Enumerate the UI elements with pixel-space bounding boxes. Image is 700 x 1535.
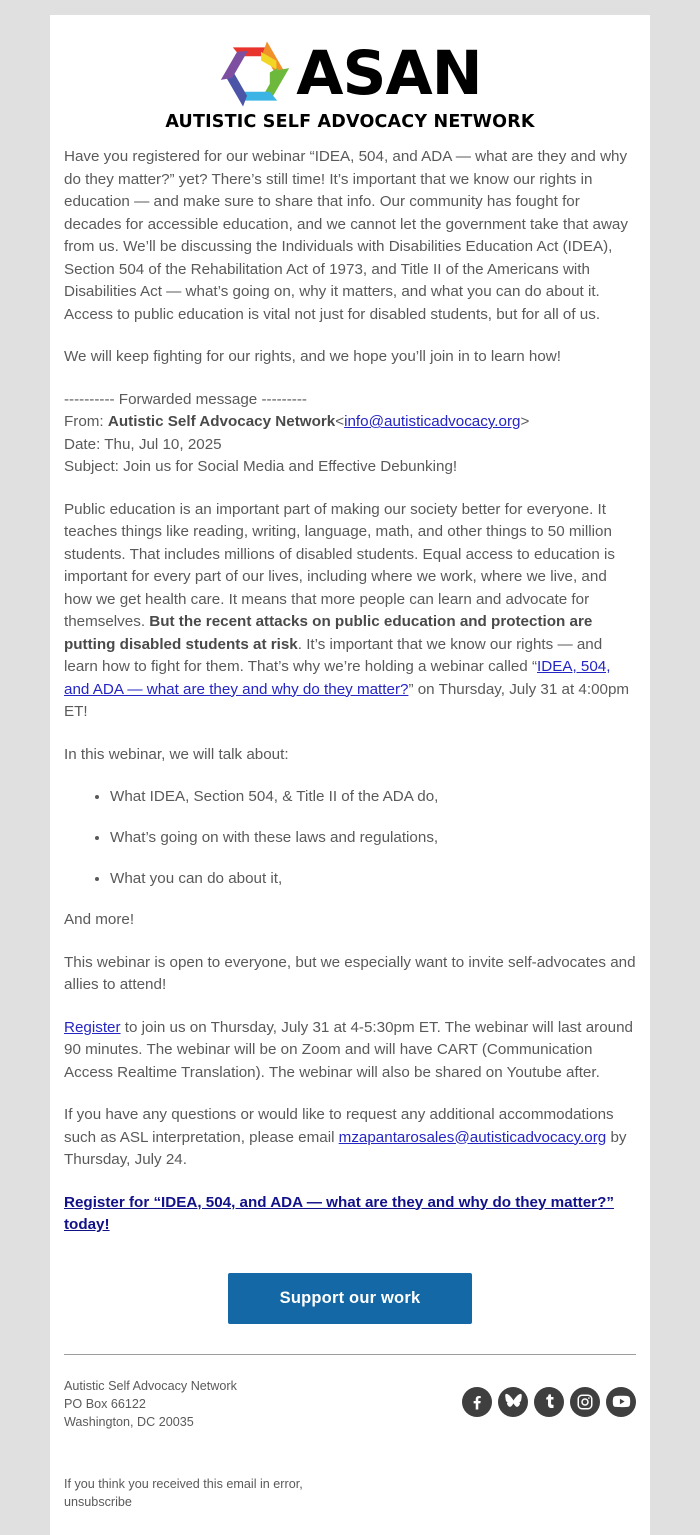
email-footer	[50, 1377, 650, 1461]
forwarded-message-header	[64, 389, 636, 479]
asan-hexagon-spiral-icon	[218, 37, 292, 111]
youtube-icon[interactable]	[606, 1387, 636, 1417]
instagram-icon[interactable]	[570, 1387, 600, 1417]
footer-po-box: PO Box 66122	[64, 1396, 146, 1411]
email-card	[50, 15, 650, 1535]
facebook-icon[interactable]	[462, 1387, 492, 1417]
accommodations-text-b: by Thursday, July 24.	[64, 1128, 627, 1168]
forwarded-date-line: Date: Thu, Jul 10, 2025	[64, 435, 222, 453]
list-item: • What you can do about it,	[110, 868, 636, 890]
logo-row	[50, 37, 650, 111]
logo-tagline: AUTISTIC SELF ADVOCACY NETWORK	[165, 112, 535, 132]
register-link[interactable]: Register	[64, 1018, 121, 1036]
register-details-paragraph	[64, 1017, 636, 1085]
accommodations-paragraph	[64, 1104, 636, 1172]
accommodations-text-a: If you have any questions or would like to request any additional accommodations such as ASL interpretation, please email	[64, 1106, 614, 1146]
accommodations-email-link[interactable]: mzapantarosales@autisticadvocacy.org	[338, 1128, 607, 1146]
forwarded-separator: ---------- Forwarded message ---------	[64, 390, 307, 408]
tumblr-icon[interactable]	[534, 1387, 564, 1417]
footer-city-state-zip: Washington, DC 20035	[64, 1414, 194, 1429]
from-email-link[interactable]: info@autisticadvocacy.org	[344, 413, 521, 430]
footer-org-name: Autistic Self Advocacy Network	[64, 1378, 237, 1393]
list-item: • What IDEA, Section 504, & Title II of the ADA do,	[110, 786, 636, 808]
public-edu-bold-warning: But the recent attacks on public education and protection are putting disabled students at risk	[64, 613, 593, 653]
public-education-paragraph	[64, 499, 636, 724]
public-edu-text-b: . It’s important that we know our rights — and learn how to fight for them. That’s why we’re holding a webinar called “	[64, 635, 603, 675]
register-details-text: to join us on Thursday, July 31 at 4-5:30pm ET. The webinar will last around 90 minutes. The webinar will be on Zoom and will have CART (Communication Access Realtime Translation). The webinar will also be shared on Youtube after.	[64, 1018, 633, 1081]
logo-wordmark: ASAN	[296, 38, 482, 110]
public-edu-text-c: ” on Thursday, July 31 at 4:00pm ET!	[64, 680, 630, 720]
in-this-webinar-lead: In this webinar, we will talk about:	[64, 745, 289, 763]
support-our-work-button[interactable]: Support our work	[228, 1273, 473, 1324]
unsubscribe-link[interactable]: unsubscribe	[64, 1494, 132, 1509]
forwarded-subject-line: Subject: Join us for Social Media and Effective Debunking!	[64, 458, 458, 475]
email-body	[50, 146, 650, 1237]
forwarded-from-line	[64, 411, 636, 434]
from-bracket-close: >	[520, 413, 530, 430]
public-edu-text-a: Public education is an important part of making our society better for everyone. It teaches things like reading, writing, language, math, and other things to 50 million students. That includes millions of disabled students. Equal access to education is important for every part of our lives, including where we work, where we live, and how we get health care. It means that more people can learn and advocate for themselves.	[64, 500, 616, 630]
and-more-line: And more!	[64, 911, 135, 928]
unsubscribe-block	[50, 1461, 650, 1535]
intro-paragraph-2: We will keep fighting for our rights, and we hope you’ll join in to learn how!	[64, 348, 561, 365]
final-register-link[interactable]: Register for “IDEA, 504, and ADA — what are they and why do they matter?” today!	[64, 1193, 614, 1233]
social-links-row	[462, 1377, 636, 1417]
from-sender-name: Autistic Self Advocacy Network	[107, 413, 336, 430]
support-button-row	[50, 1259, 650, 1354]
webinar-title-link[interactable]: IDEA, 504, and ADA — what are they and why do they matter?	[64, 658, 611, 698]
asan-logo	[50, 15, 650, 146]
email-error-note: If you think you received this email in error,	[64, 1476, 303, 1491]
footer-address-block	[64, 1377, 237, 1431]
open-to-everyone-paragraph: This webinar is open to everyone, but we especially want to invite self-advocates and allies to attend!	[64, 953, 636, 993]
from-label: From:	[64, 413, 104, 430]
final-register-cta	[64, 1192, 636, 1237]
bluesky-icon[interactable]	[498, 1387, 528, 1417]
footer-divider	[64, 1354, 636, 1355]
from-bracket-open: <	[335, 413, 345, 430]
webinar-topics-list	[64, 786, 636, 890]
intro-paragraph-1: Have you registered for our webinar “IDEA, 504, and ADA — what are they and why do they matter?” yet? There’s still time! It’s important that we know our rights in education — and make sure to share that info. Our community has fought for decades for accessible education, and we cannot let the government take that away from us. We’ll be discussing the Individuals with Disabilities Education Act (IDEA), Section 504 of the Rehabilitation Act of 1973, and Title II of the Americans with Disabilities Act — what’s going on, why it matters, and what you can do about it. Access to public education is vital not just for disabled students, but for all of us.	[64, 148, 628, 323]
list-item: • What’s going on with these laws and regulations,	[110, 827, 636, 849]
